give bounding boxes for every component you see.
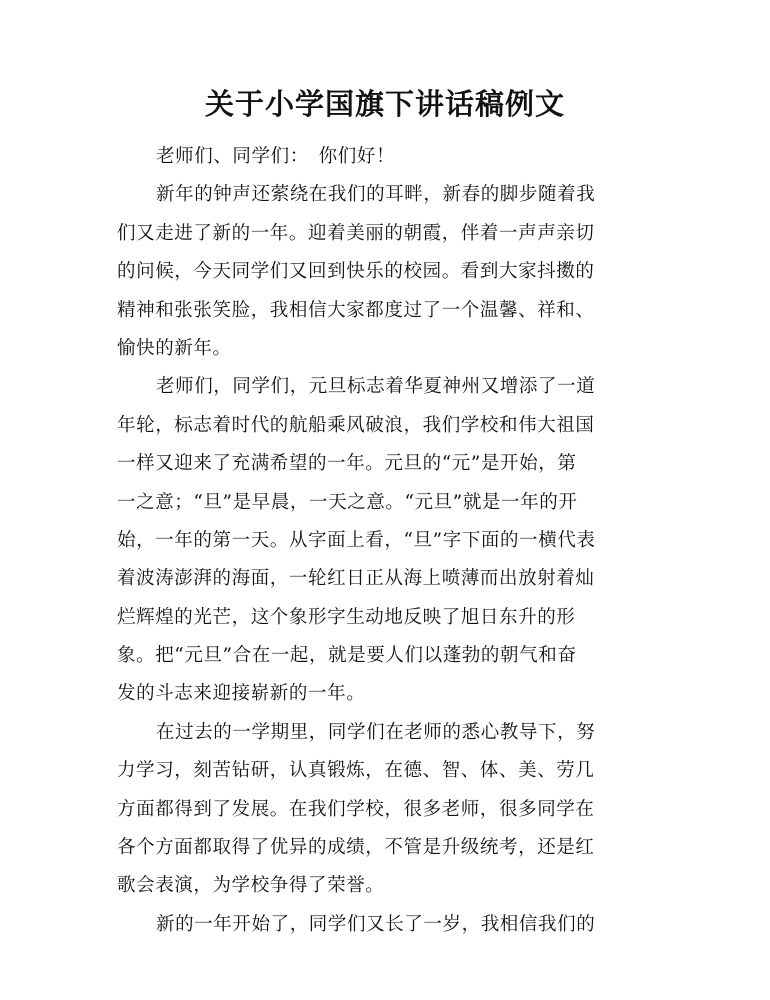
text-line: 一样又迎来了充满希望的一年。元旦的“元”是开始，第 <box>117 453 577 475</box>
text-line: 们又走进了新的一年。迎着美丽的朝霞，伴着一声声亲切 <box>117 222 595 244</box>
text-line: 象。把“元旦”合在一起，就是要人们以蓬勃的朝气和奋 <box>117 645 577 667</box>
text-line: 着波涛澎湃的海面，一轮红日正从海上喷薄而出放射着灿 <box>117 568 595 590</box>
text-line: 的问候，今天同学们又回到快乐的校园。看到大家抖擞的 <box>117 261 595 283</box>
text-line: 各个方面都取得了优异的成绩，不管是升级统考，还是红 <box>117 837 595 859</box>
text-line: 力学习，刻苦钻研，认真锻炼，在德、智、体、美、劳几 <box>117 760 595 782</box>
text-line: 发的斗志来迎接崭新的一年。 <box>117 683 366 705</box>
text-line: 老师们，同学们，元旦标志着华夏神州又增添了一道 <box>156 376 596 398</box>
text-line: 老师们、同学们： 你们好！ <box>156 146 396 167</box>
text-line: 歌会表演，为学校争得了荣誉。 <box>117 875 385 897</box>
text-line: 新年的钟声还萦绕在我们的耳畔，新春的脚步随着我 <box>156 184 596 206</box>
text-line: 烂辉煌的光芒，这个象形字生动地反映了旭日东升的形 <box>117 606 576 628</box>
text-line: 始，一年的第一天。从字面上看，“旦”字下面的一横代表 <box>117 529 596 551</box>
text-line: 年轮，标志着时代的航船乘风破浪，我们学校和伟大祖国 <box>117 414 595 436</box>
text-line: 方面都得到了发展。在我们学校，很多老师，很多同学在 <box>117 798 595 820</box>
text-line: 一之意；“旦”是早晨，一天之意。“元旦”就是一年的开 <box>117 491 578 513</box>
text-line: 新的一年开始了，同学们又长了一岁，我相信我们的 <box>156 913 596 935</box>
text-line: 愉快的新年。 <box>117 337 232 359</box>
document-body <box>117 138 645 944</box>
document-title: 关于小学国旗下讲话稿例文 <box>204 87 565 121</box>
text-line: 在过去的一学期里，同学们在老师的悉心教导下，努 <box>156 721 596 743</box>
text-line: 精神和张张笑脸，我相信大家都度过了一个温馨、祥和、 <box>117 299 595 321</box>
